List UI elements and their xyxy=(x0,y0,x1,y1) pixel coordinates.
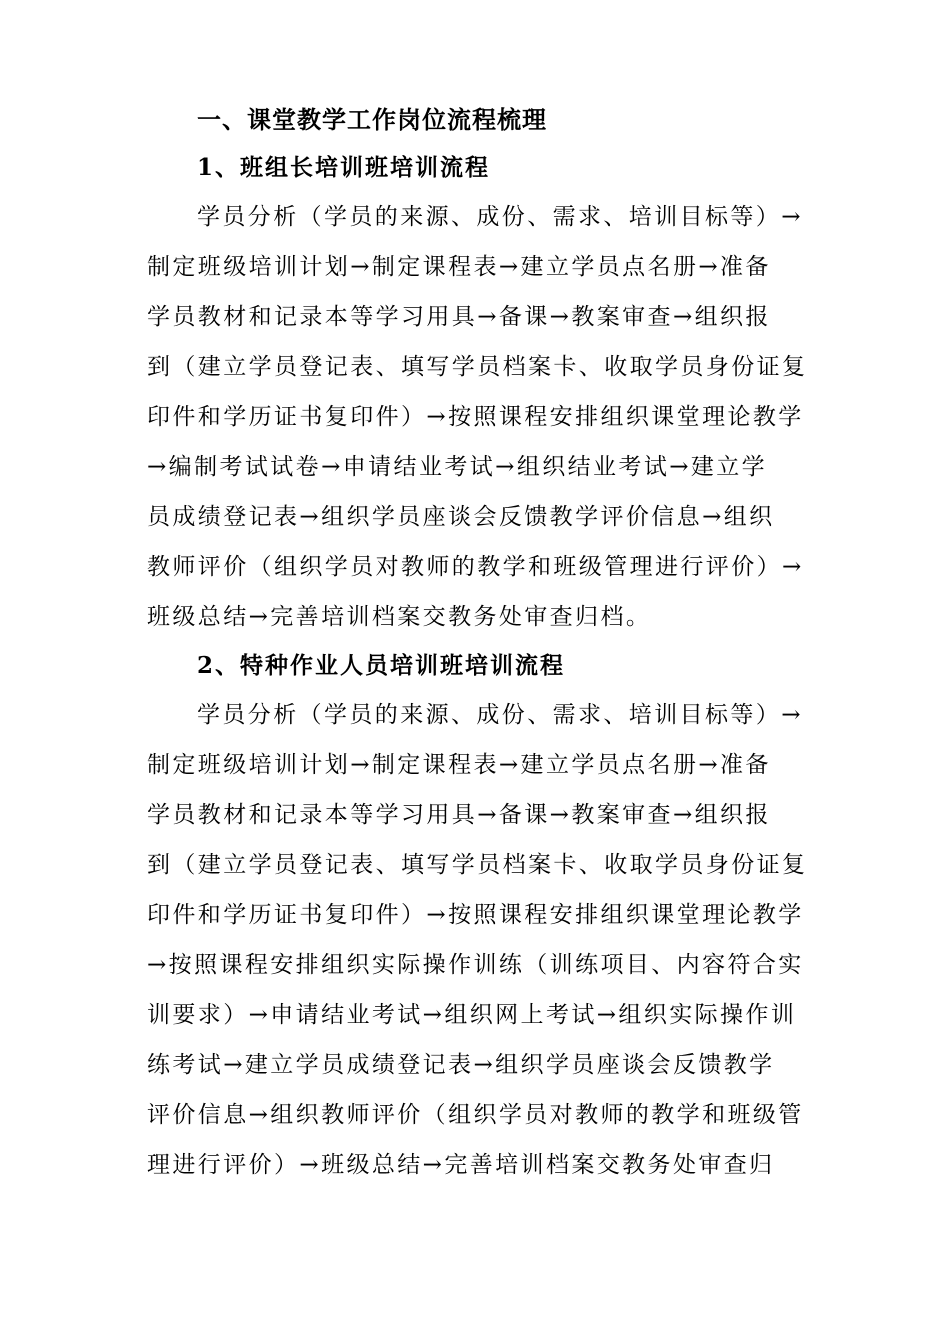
paragraph-line: 到（建立学员登记表、填写学员档案卡、收取学员身份证复 xyxy=(147,852,808,878)
subsection-title-1: 1、班组长培训班培训流程 xyxy=(197,154,491,181)
paragraph-line: 学员教材和记录本等学习用具→备课→教案审查→组织报 xyxy=(147,802,771,828)
paragraph-line: 理进行评价）→班级总结→完善培训档案交教务处审查归 xyxy=(147,1152,775,1178)
paragraph-line: 员成绩登记表→组织学员座谈会反馈教学评价信息→组织 xyxy=(147,504,775,530)
process-paragraph-1 xyxy=(147,192,817,642)
paragraph-line: 到（建立学员登记表、填写学员档案卡、收取学员身份证复 xyxy=(147,354,808,380)
paragraph-line: 印件和学历证书复印件）→按照课程安排组织课堂理论教学 xyxy=(147,404,804,430)
paragraph-line: 印件和学历证书复印件）→按照课程安排组织课堂理论教学 xyxy=(147,902,804,928)
subsection-title-2: 2、特种作业人员培训班培训流程 xyxy=(197,652,566,679)
section-heading: 一、课堂教学工作岗位流程梳理 xyxy=(197,105,547,134)
paragraph-line: 评价信息→组织教师评价（组织学员对教师的教学和班级管 xyxy=(147,1102,804,1128)
document-page xyxy=(147,96,817,1190)
process-paragraph-2 xyxy=(147,690,817,1190)
paragraph-line: 学员教材和记录本等学习用具→备课→教案审查→组织报 xyxy=(147,304,771,330)
paragraph-line: 学员分析（学员的来源、成份、需求、培训目标等）→ xyxy=(197,204,803,230)
paragraph-line: 制定班级培训计划→制定课程表→建立学员点名册→准备 xyxy=(147,254,771,280)
paragraph-line: →按照课程安排组织实际操作训练（训练项目、内容符合实 xyxy=(147,952,804,978)
paragraph-line: 制定班级培训计划→制定课程表→建立学员点名册→准备 xyxy=(147,752,771,778)
paragraph-line: 学员分析（学员的来源、成份、需求、培训目标等）→ xyxy=(197,702,803,728)
paragraph-line: 班级总结→完善培训档案交教务处审查归档。 xyxy=(147,604,652,630)
paragraph-line: 训要求）→申请结业考试→组织网上考试→组织实际操作训 xyxy=(147,1002,797,1028)
paragraph-line: 练考试→建立学员成绩登记表→组织学员座谈会反馈教学 xyxy=(147,1052,775,1078)
paragraph-line: →编制考试试卷→申请结业考试→组织结业考试→建立学 xyxy=(147,454,768,480)
paragraph-line: 教师评价（组织学员对教师的教学和班级管理进行评价）→ xyxy=(147,554,804,580)
